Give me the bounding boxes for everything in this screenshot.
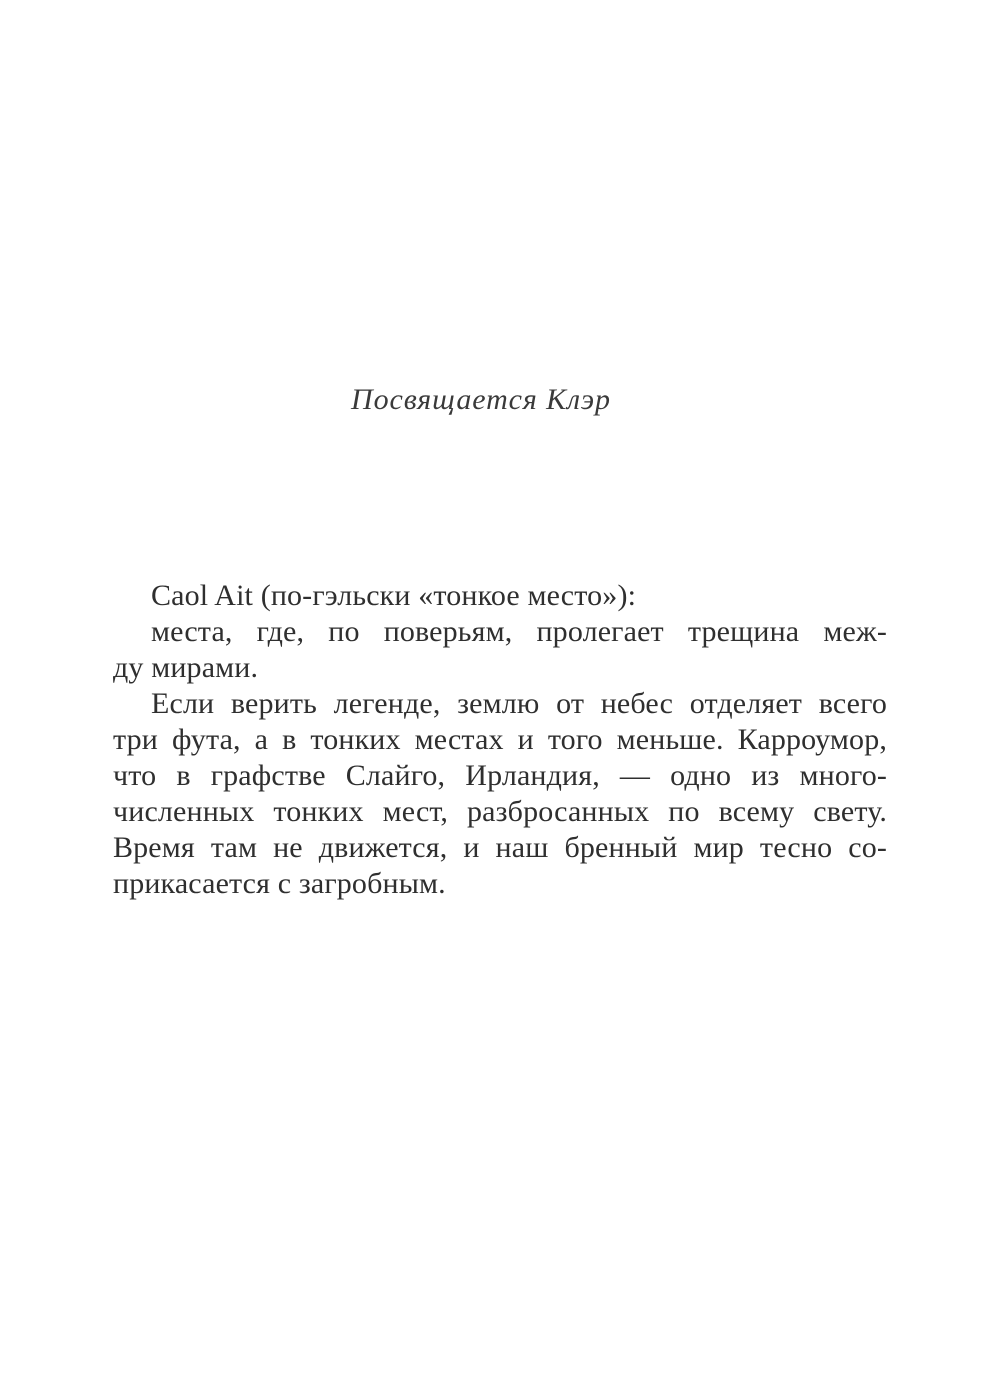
epigraph-block (113, 578, 887, 902)
text-line: Caol Ait (по-гэльски «тонкое место»): (151, 579, 637, 612)
text-line: Время там не движется, и наш бренный мир тесно со- (113, 831, 887, 864)
text-line: прикасается с загробным. (113, 867, 446, 900)
text-line: численных тонких мест, разбросанных по всему свету. (113, 795, 887, 828)
dedication-text: Посвящается Клэр (351, 383, 611, 416)
text-line: три фута, а в тонких местах и того меньше. Карроумор, (113, 723, 887, 756)
text-line: места, где, по поверьям, пролегает трещина меж- (151, 615, 887, 648)
text-line: что в графстве Слайго, Ирландия, — одно из много- (113, 759, 887, 792)
text-line: ду мирами. (113, 651, 259, 684)
text-line: Если верить легенде, землю от небес отделяет всего (151, 687, 887, 720)
